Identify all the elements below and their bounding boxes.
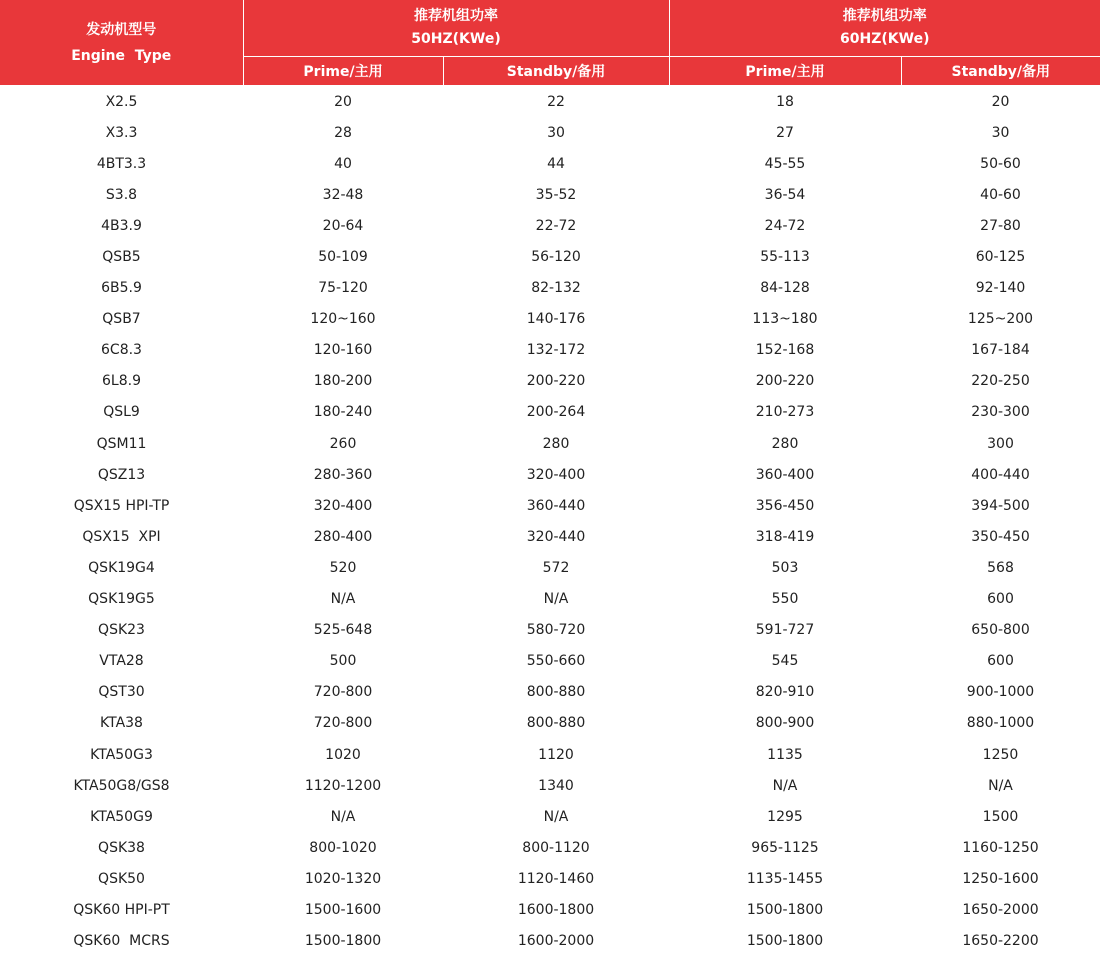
prime-50hz-cell: 260	[243, 428, 443, 459]
engine-type-cell: QST30	[0, 677, 243, 708]
group-60hz-header-en: 60HZ(KWe)	[670, 28, 1100, 51]
table-row	[0, 148, 1100, 179]
group-50hz-header-cn: 推荐机组功率	[244, 5, 669, 28]
prime-60hz-cell: 965-1125	[669, 832, 901, 863]
standby-60hz-cell: 125~200	[901, 304, 1100, 335]
standby-50hz-cell: N/A	[443, 801, 669, 832]
prime-60hz-cell: 820-910	[669, 677, 901, 708]
standby-50hz-cell: 800-1120	[443, 832, 669, 863]
table-row	[0, 304, 1100, 335]
prime-50hz-cell: 20-64	[243, 210, 443, 241]
engine-type-cell: QSK60 MCRS	[0, 926, 243, 957]
prime-60hz-cell: 1500-1800	[669, 926, 901, 957]
standby-50hz-cell: 320-400	[443, 459, 669, 490]
standby-50hz-cell: 280	[443, 428, 669, 459]
standby-60hz-cell: 1650-2000	[901, 894, 1100, 925]
table-row	[0, 459, 1100, 490]
engine-type-cell: QSX15 XPI	[0, 521, 243, 552]
engine-type-cell: QSM11	[0, 428, 243, 459]
table-row	[0, 894, 1100, 925]
prime-50hz-cell: 1020-1320	[243, 863, 443, 894]
prime-60hz-cell: N/A	[669, 770, 901, 801]
prime-50hz-cell: 75-120	[243, 273, 443, 304]
table-row	[0, 428, 1100, 459]
table-row	[0, 397, 1100, 428]
prime-50hz-cell: 180-200	[243, 366, 443, 397]
prime-60hz-cell: 36-54	[669, 179, 901, 210]
standby-60hz-cell: 600	[901, 646, 1100, 677]
engine-type-cell: 4B3.9	[0, 210, 243, 241]
engine-type-cell: KTA50G9	[0, 801, 243, 832]
standby-60hz-cell: 20	[901, 86, 1100, 118]
prime-60hz-cell: 210-273	[669, 397, 901, 428]
engine-type-cell: S3.8	[0, 179, 243, 210]
group-50hz-header-en: 50HZ(KWe)	[244, 28, 669, 51]
standby-50hz-cell: 572	[443, 552, 669, 583]
prime-60hz-cell: 1295	[669, 801, 901, 832]
standby-50hz-cell: 800-880	[443, 677, 669, 708]
engine-type-cell: 6B5.9	[0, 273, 243, 304]
prime-50hz-cell: 1020	[243, 739, 443, 770]
prime-50hz-cell: 520	[243, 552, 443, 583]
standby-50hz-cell: 82-132	[443, 273, 669, 304]
standby-60hz-cell: 1500	[901, 801, 1100, 832]
engine-type-cell: KTA38	[0, 708, 243, 739]
standby-50hz-cell: 580-720	[443, 615, 669, 646]
prime-60hz-cell: 18	[669, 86, 901, 118]
prime-50hz-cell: 320-400	[243, 490, 443, 521]
engine-type-cell: QSB5	[0, 241, 243, 272]
table-row	[0, 926, 1100, 957]
standby-60hz-cell: 167-184	[901, 335, 1100, 366]
standby-50hz-cell: 30	[443, 117, 669, 148]
engine-type-cell: 4BT3.3	[0, 148, 243, 179]
engine-type-header-en: Engine Type	[0, 43, 243, 69]
table-row	[0, 366, 1100, 397]
prime-50hz-cell: 1120-1200	[243, 770, 443, 801]
standby-60hz-cell: 92-140	[901, 273, 1100, 304]
standby-60hz-cell: 1250-1600	[901, 863, 1100, 894]
table-row	[0, 832, 1100, 863]
table-header	[0, 0, 1100, 86]
prime-60hz-cell: 1135	[669, 739, 901, 770]
prime-60hz-cell: 1500-1800	[669, 894, 901, 925]
standby-60hz-cell: 900-1000	[901, 677, 1100, 708]
standby-60hz-cell: 600	[901, 584, 1100, 615]
prime-50hz-cell: 720-800	[243, 677, 443, 708]
prime-60hz-cell: 113~180	[669, 304, 901, 335]
prime-50hz-header: Prime/主用	[243, 57, 443, 86]
standby-60hz-cell: 350-450	[901, 521, 1100, 552]
prime-60hz-cell: 800-900	[669, 708, 901, 739]
standby-50hz-cell: 200-220	[443, 366, 669, 397]
engine-type-cell: QSK60 HPI-PT	[0, 894, 243, 925]
standby-60hz-cell: 1160-1250	[901, 832, 1100, 863]
prime-60hz-cell: 45-55	[669, 148, 901, 179]
standby-60hz-cell: N/A	[901, 770, 1100, 801]
table-row	[0, 335, 1100, 366]
prime-60hz-cell: 318-419	[669, 521, 901, 552]
engine-type-cell: QSK23	[0, 615, 243, 646]
engine-type-cell: X2.5	[0, 86, 243, 118]
standby-60hz-cell: 394-500	[901, 490, 1100, 521]
standby-60hz-cell: 880-1000	[901, 708, 1100, 739]
engine-type-cell: QSX15 HPI-TP	[0, 490, 243, 521]
table-row	[0, 584, 1100, 615]
engine-type-cell: KTA50G8/GS8	[0, 770, 243, 801]
prime-60hz-cell: 360-400	[669, 459, 901, 490]
prime-50hz-cell: 1500-1600	[243, 894, 443, 925]
prime-50hz-cell: 280-400	[243, 521, 443, 552]
engine-type-cell: 6L8.9	[0, 366, 243, 397]
engine-type-cell: VTA28	[0, 646, 243, 677]
standby-50hz-cell: 1120-1460	[443, 863, 669, 894]
engine-type-cell: QSZ13	[0, 459, 243, 490]
engine-type-cell: 6C8.3	[0, 335, 243, 366]
prime-50hz-cell: 180-240	[243, 397, 443, 428]
standby-50hz-cell: 44	[443, 148, 669, 179]
prime-60hz-cell: 84-128	[669, 273, 901, 304]
standby-50hz-cell: 200-264	[443, 397, 669, 428]
engine-type-cell: QSK38	[0, 832, 243, 863]
standby-60hz-cell: 50-60	[901, 148, 1100, 179]
prime-60hz-cell: 152-168	[669, 335, 901, 366]
standby-60hz-cell: 1650-2200	[901, 926, 1100, 957]
table-row	[0, 241, 1100, 272]
standby-50hz-cell: 1120	[443, 739, 669, 770]
prime-60hz-cell: 55-113	[669, 241, 901, 272]
engine-type-cell: KTA50G3	[0, 739, 243, 770]
standby-50hz-cell: 140-176	[443, 304, 669, 335]
standby-60hz-cell: 650-800	[901, 615, 1100, 646]
engine-type-cell: QSL9	[0, 397, 243, 428]
table-row	[0, 863, 1100, 894]
standby-50hz-cell: 1600-2000	[443, 926, 669, 957]
table-row	[0, 521, 1100, 552]
standby-60hz-cell: 230-300	[901, 397, 1100, 428]
prime-50hz-cell: 20	[243, 86, 443, 118]
prime-50hz-cell: 1500-1800	[243, 926, 443, 957]
prime-50hz-cell: 525-648	[243, 615, 443, 646]
prime-60hz-header: Prime/主用	[669, 57, 901, 86]
prime-60hz-cell: 1135-1455	[669, 863, 901, 894]
engine-type-header-cn: 发动机型号	[0, 17, 243, 43]
prime-60hz-cell: 24-72	[669, 210, 901, 241]
group-50hz-header	[243, 0, 669, 57]
standby-60hz-cell: 568	[901, 552, 1100, 583]
engine-type-cell: QSK50	[0, 863, 243, 894]
standby-60hz-cell: 300	[901, 428, 1100, 459]
table-row	[0, 179, 1100, 210]
table-row	[0, 739, 1100, 770]
standby-60hz-cell: 1250	[901, 739, 1100, 770]
standby-50hz-cell: 800-880	[443, 708, 669, 739]
standby-60hz-header: Standby/备用	[901, 57, 1100, 86]
standby-50hz-cell: 550-660	[443, 646, 669, 677]
standby-50hz-cell: N/A	[443, 584, 669, 615]
engine-type-cell: QSK19G5	[0, 584, 243, 615]
prime-60hz-cell: 503	[669, 552, 901, 583]
table-row	[0, 677, 1100, 708]
prime-50hz-cell: 720-800	[243, 708, 443, 739]
standby-50hz-header: Standby/备用	[443, 57, 669, 86]
prime-60hz-cell: 27	[669, 117, 901, 148]
table-row	[0, 770, 1100, 801]
group-60hz-header	[669, 0, 1100, 57]
prime-60hz-cell: 356-450	[669, 490, 901, 521]
engine-type-cell: X3.3	[0, 117, 243, 148]
table-row	[0, 646, 1100, 677]
standby-60hz-cell: 27-80	[901, 210, 1100, 241]
table-row	[0, 801, 1100, 832]
standby-50hz-cell: 22-72	[443, 210, 669, 241]
standby-60hz-cell: 220-250	[901, 366, 1100, 397]
prime-50hz-cell: 120-160	[243, 335, 443, 366]
prime-50hz-cell: 32-48	[243, 179, 443, 210]
standby-60hz-cell: 400-440	[901, 459, 1100, 490]
standby-50hz-cell: 22	[443, 86, 669, 118]
prime-50hz-cell: 28	[243, 117, 443, 148]
prime-60hz-cell: 200-220	[669, 366, 901, 397]
prime-50hz-cell: 800-1020	[243, 832, 443, 863]
standby-50hz-cell: 35-52	[443, 179, 669, 210]
standby-50hz-cell: 132-172	[443, 335, 669, 366]
table-row	[0, 117, 1100, 148]
engine-type-cell: QSB7	[0, 304, 243, 335]
prime-60hz-cell: 550	[669, 584, 901, 615]
prime-60hz-cell: 280	[669, 428, 901, 459]
standby-50hz-cell: 56-120	[443, 241, 669, 272]
table-row	[0, 210, 1100, 241]
table-row	[0, 708, 1100, 739]
table-row	[0, 86, 1100, 118]
engine-type-header	[0, 0, 243, 86]
table-row	[0, 615, 1100, 646]
prime-60hz-cell: 591-727	[669, 615, 901, 646]
standby-60hz-cell: 30	[901, 117, 1100, 148]
engine-type-cell: QSK19G4	[0, 552, 243, 583]
standby-50hz-cell: 1340	[443, 770, 669, 801]
table-row	[0, 490, 1100, 521]
prime-50hz-cell: N/A	[243, 801, 443, 832]
prime-50hz-cell: N/A	[243, 584, 443, 615]
table-body	[0, 86, 1100, 957]
prime-50hz-cell: 120~160	[243, 304, 443, 335]
standby-50hz-cell: 1600-1800	[443, 894, 669, 925]
prime-50hz-cell: 280-360	[243, 459, 443, 490]
standby-60hz-cell: 40-60	[901, 179, 1100, 210]
prime-60hz-cell: 545	[669, 646, 901, 677]
prime-50hz-cell: 40	[243, 148, 443, 179]
prime-50hz-cell: 500	[243, 646, 443, 677]
table-row	[0, 273, 1100, 304]
table-row	[0, 552, 1100, 583]
standby-50hz-cell: 360-440	[443, 490, 669, 521]
standby-50hz-cell: 320-440	[443, 521, 669, 552]
group-60hz-header-cn: 推荐机组功率	[670, 5, 1100, 28]
prime-50hz-cell: 50-109	[243, 241, 443, 272]
standby-60hz-cell: 60-125	[901, 241, 1100, 272]
